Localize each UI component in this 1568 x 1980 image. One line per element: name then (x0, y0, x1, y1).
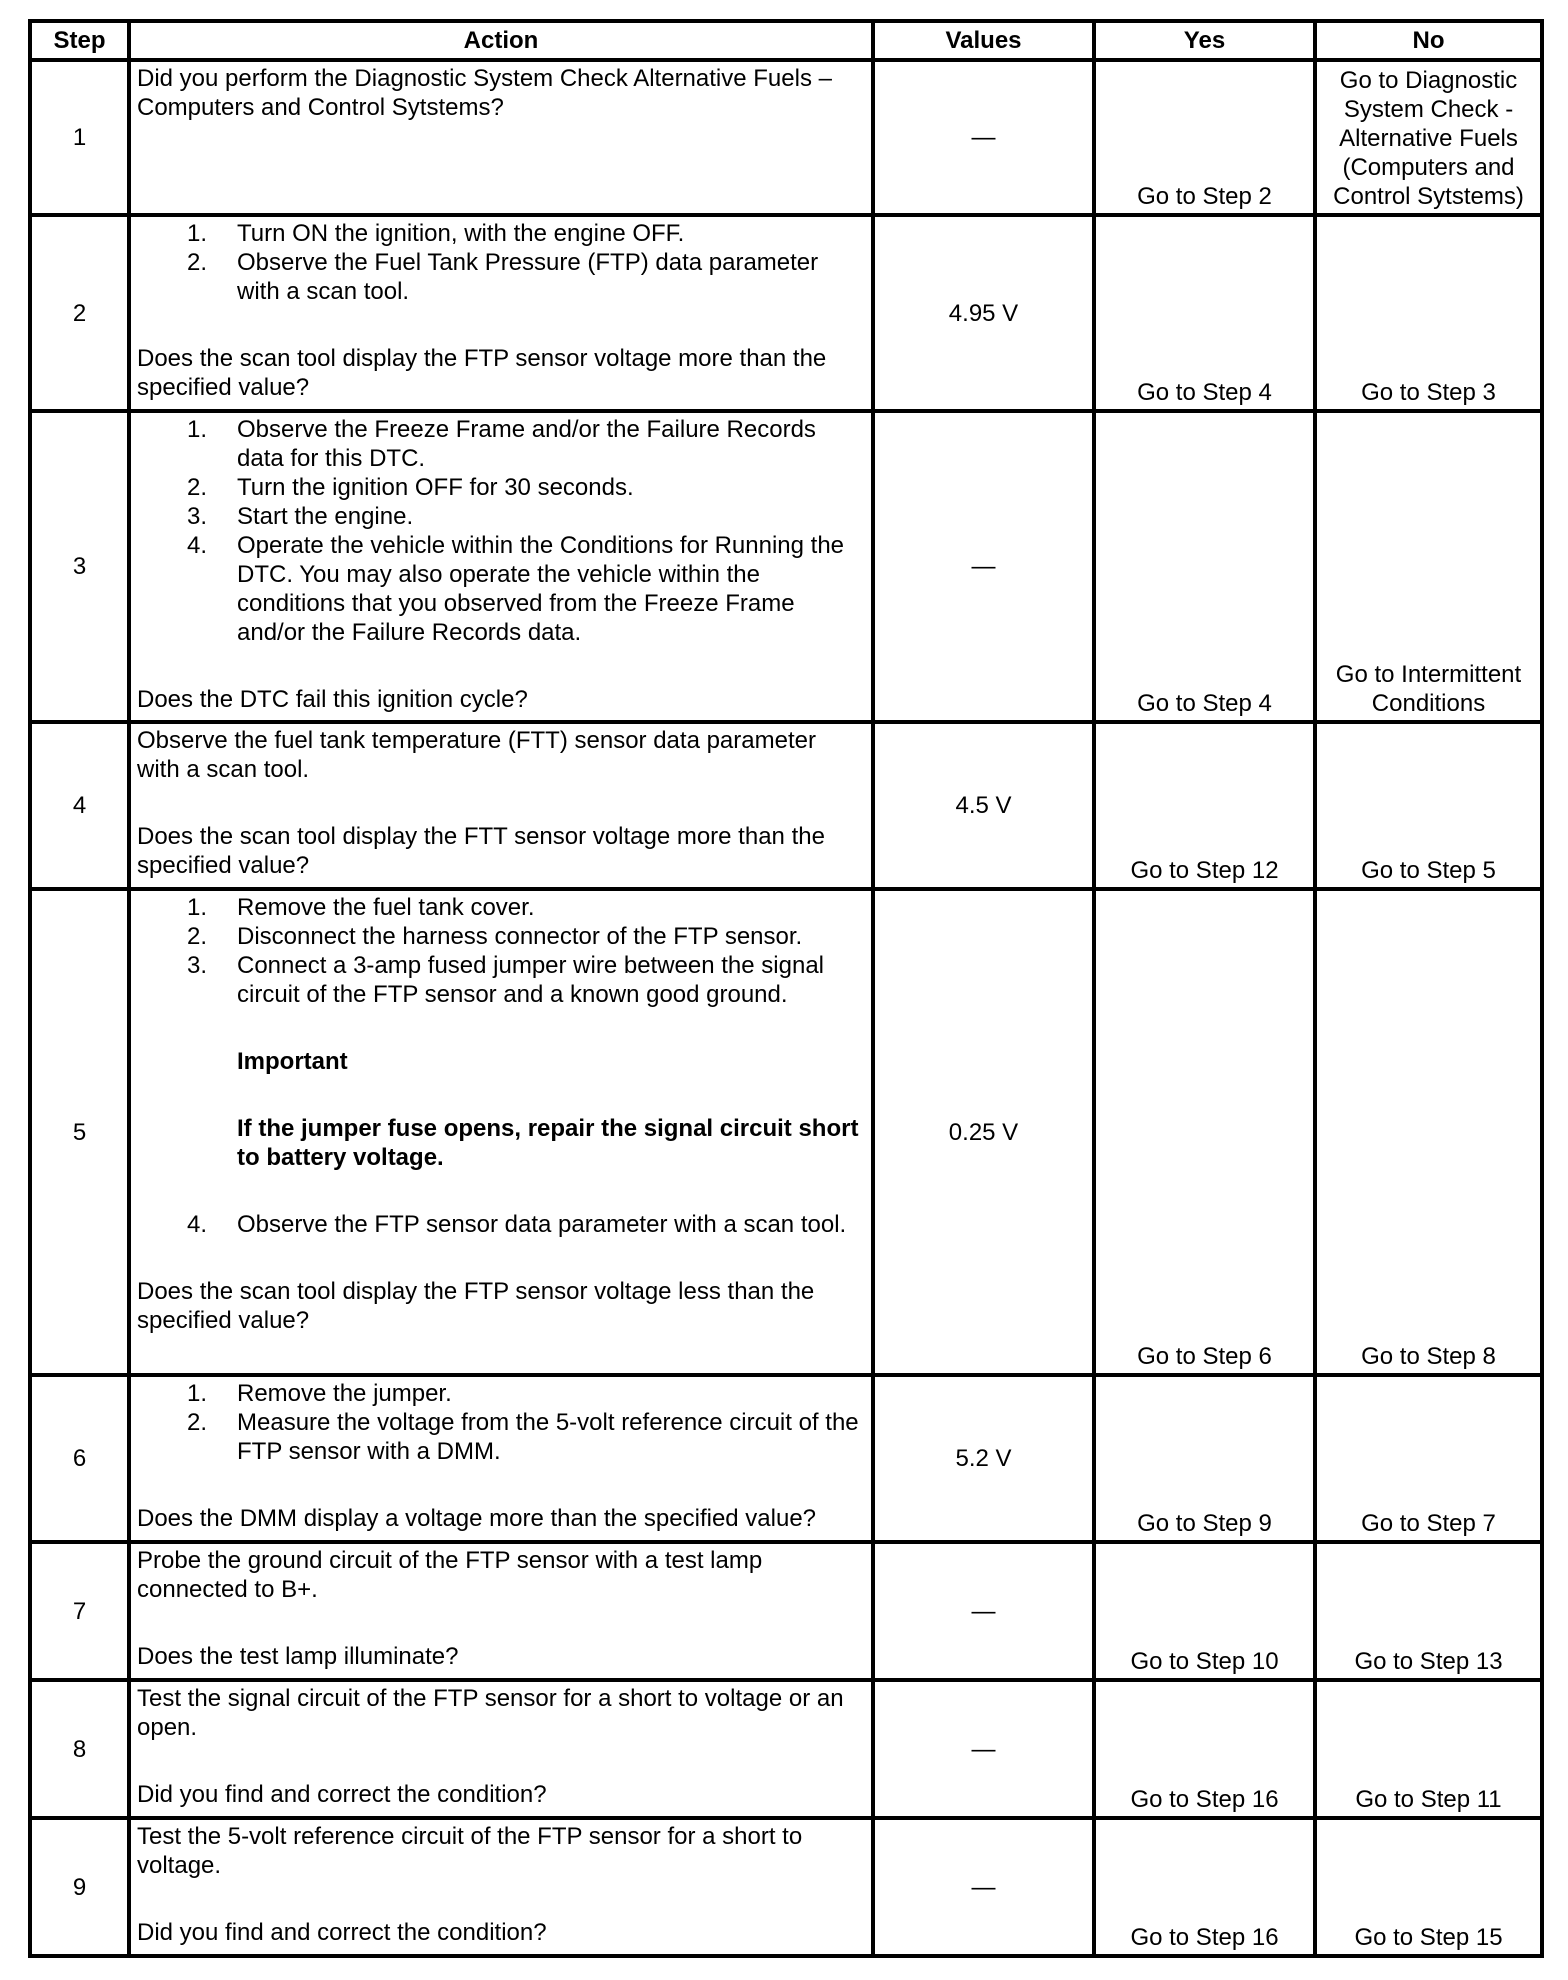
list-item: 1. Turn ON the ignition, with the engine OFF. (187, 220, 685, 247)
step-list (137, 415, 865, 647)
step-number: 8 (30, 1680, 129, 1818)
table-row (30, 889, 1542, 1375)
question-text: Does the DMM display a voltage more than the specified value? (137, 1505, 817, 1532)
step-number: 1 (30, 60, 129, 215)
no-cell: Go to Step 15 (1315, 1818, 1542, 1956)
question-text: Does the DTC fail this ignition cycle? (137, 686, 528, 713)
header-no: No (1315, 21, 1542, 60)
no-cell: Go to Step 5 (1315, 722, 1542, 889)
list-item: 3. Connect a 3-amp fused jumper wire between the signal circuit of the FTP sensor and a known good ground. (187, 952, 824, 1008)
step-number: 3 (30, 411, 129, 722)
action-cell (129, 411, 873, 722)
question-text: Does the scan tool display the FTP sensor voltage less than the specified value? (137, 1278, 815, 1334)
step-list (137, 1210, 865, 1239)
list-item: 2. Disconnect the harness connector of the FTP sensor. (187, 923, 803, 950)
value-cell: — (873, 1680, 1094, 1818)
no-cell: Go to Step 13 (1315, 1542, 1542, 1680)
step-number: 6 (30, 1375, 129, 1542)
no-cell: Go to Step 3 (1315, 215, 1542, 411)
list-item: 4. Operate the vehicle within the Conditions for Running the DTC. You may also operate the vehicle within the conditions that you observed from the Freeze Frame and/or the Failure Records data. (187, 532, 845, 646)
table-row (30, 215, 1542, 411)
action-text: Test the signal circuit of the FTP sensor for a short to voltage or an open. (137, 1685, 844, 1741)
step-list (137, 1379, 865, 1466)
value-cell: 4.5 V (873, 722, 1094, 889)
list-item: 1. Remove the jumper. (187, 1380, 452, 1407)
no-cell: Go to Step 7 (1315, 1375, 1542, 1542)
no-cell: Go to Step 8 (1315, 889, 1542, 1375)
question-text: Did you find and correct the condition? (137, 1919, 547, 1946)
value-cell: 5.2 V (873, 1375, 1094, 1542)
no-cell: Go to Intermittent Conditions (1315, 411, 1542, 722)
question-text: Does the scan tool display the FTT sensor voltage more than the specified value? (137, 823, 825, 879)
header-action: Action (129, 21, 873, 60)
step-number: 9 (30, 1818, 129, 1956)
yes-cell: Go to Step 9 (1094, 1375, 1315, 1542)
yes-cell: Go to Step 12 (1094, 722, 1315, 889)
action-cell (129, 1680, 873, 1818)
table-row (30, 60, 1542, 215)
yes-cell: Go to Step 4 (1094, 215, 1315, 411)
value-cell: — (873, 1818, 1094, 1956)
question-text: Did you find and correct the condition? (137, 1781, 547, 1808)
no-cell: Go to Diagnostic System Check - Alternative Fuels (Computers and Control Sytstems) (1315, 60, 1542, 215)
action-cell (129, 889, 873, 1375)
step-number: 4 (30, 722, 129, 889)
list-item: 2. Observe the Fuel Tank Pressure (FTP) data parameter with a scan tool. (187, 249, 819, 305)
action-text: Did you perform the Diagnostic System Check Alternative Fuels – Computers and Control Sytstems? (137, 65, 832, 121)
step-number: 7 (30, 1542, 129, 1680)
header-values: Values (873, 21, 1094, 60)
action-cell (129, 215, 873, 411)
value-cell: — (873, 411, 1094, 722)
action-cell (129, 1542, 873, 1680)
header-step: Step (30, 21, 129, 60)
yes-cell: Go to Step 10 (1094, 1542, 1315, 1680)
header-row (30, 21, 1542, 60)
step-number: 2 (30, 215, 129, 411)
list-item: 1. Observe the Freeze Frame and/or the Failure Records data for this DTC. (187, 416, 816, 472)
important-note (137, 1047, 865, 1172)
list-item: 2. Turn the ignition OFF for 30 seconds. (187, 474, 634, 501)
step-list (137, 893, 865, 1009)
action-text: Observe the fuel tank temperature (FTT) sensor data parameter with a scan tool. (137, 727, 816, 783)
yes-cell: Go to Step 2 (1094, 60, 1315, 215)
value-cell: 4.95 V (873, 215, 1094, 411)
action-text: Test the 5-volt reference circuit of the FTP sensor for a short to voltage. (137, 1823, 803, 1879)
table-row (30, 722, 1542, 889)
action-cell (129, 1818, 873, 1956)
action-cell (129, 1375, 873, 1542)
no-cell: Go to Step 11 (1315, 1680, 1542, 1818)
table-row (30, 1542, 1542, 1680)
yes-cell: Go to Step 6 (1094, 889, 1315, 1375)
value-cell: 0.25 V (873, 889, 1094, 1375)
list-item: 4. Observe the FTP sensor data parameter with a scan tool. (187, 1211, 847, 1238)
action-cell (129, 722, 873, 889)
action-cell (129, 60, 873, 215)
yes-cell: Go to Step 16 (1094, 1680, 1315, 1818)
diagnostic-table (28, 19, 1544, 1958)
step-number: 5 (30, 889, 129, 1375)
question-text: Does the test lamp illuminate? (137, 1643, 459, 1670)
table-row (30, 411, 1542, 722)
list-item: 3. Start the engine. (187, 503, 414, 530)
yes-cell: Go to Step 16 (1094, 1818, 1315, 1956)
list-item: 2. Measure the voltage from the 5-volt reference circuit of the FTP sensor with a DMM. (187, 1409, 859, 1465)
list-item: 1. Remove the fuel tank cover. (187, 894, 535, 921)
table-row (30, 1375, 1542, 1542)
action-text: Probe the ground circuit of the FTP sensor with a test lamp connected to B+. (137, 1547, 763, 1603)
important-title: Important (237, 1048, 348, 1075)
table-row (30, 1818, 1542, 1956)
value-cell: — (873, 60, 1094, 215)
important-text: If the jumper fuse opens, repair the signal circuit short to battery voltage. (237, 1115, 859, 1171)
header-yes: Yes (1094, 21, 1315, 60)
value-cell: — (873, 1542, 1094, 1680)
table-row (30, 1680, 1542, 1818)
question-text: Does the scan tool display the FTP sensor voltage more than the specified value? (137, 345, 827, 401)
step-list (137, 219, 865, 306)
yes-cell: Go to Step 4 (1094, 411, 1315, 722)
